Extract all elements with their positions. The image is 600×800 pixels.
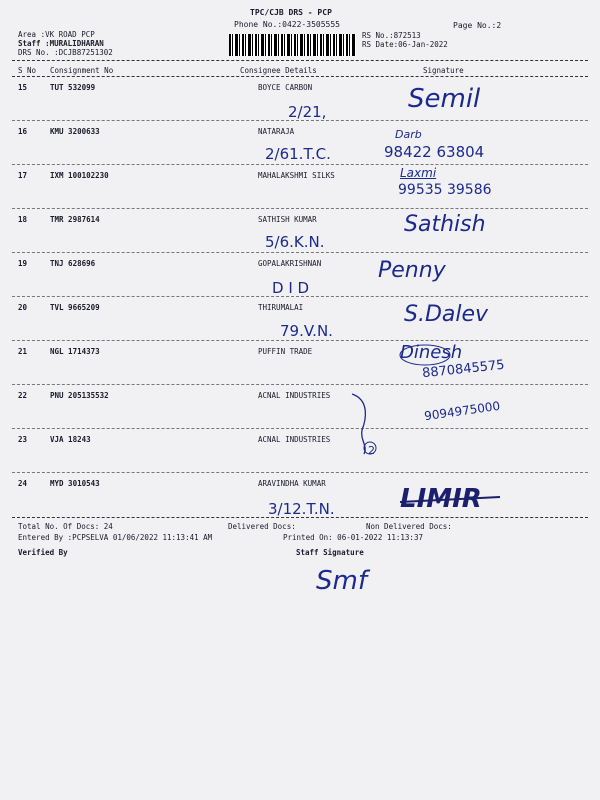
- row-divider: [12, 120, 588, 121]
- row-divider: [12, 428, 588, 429]
- row-sno: 19: [18, 259, 28, 268]
- row-consignee: ARAVINDHA KUMAR: [258, 479, 326, 488]
- handwritten-name: Darb: [395, 128, 422, 141]
- handwritten-address: 3/12.T.N.: [268, 500, 335, 518]
- handwritten-count: 2: [368, 444, 375, 457]
- row-consignment: NGL 1714373: [50, 347, 100, 356]
- area-label: Area :VK ROAD PCP: [18, 30, 95, 39]
- total-docs: Total No. Of Docs: 24: [18, 522, 113, 531]
- handwritten-signature: Dinesh: [400, 342, 463, 363]
- handwritten-phone: 9094975000: [423, 398, 501, 424]
- row-consignment: TNJ 628696: [50, 259, 96, 268]
- row-consignment: IXM 100102230: [50, 171, 109, 180]
- non-delivered-docs: Non Delivered Docs:: [366, 522, 452, 531]
- row-consignment: TMR 2987614: [50, 215, 100, 224]
- row-sno: 24: [18, 479, 28, 488]
- row-divider: [12, 384, 588, 385]
- handwritten-signature: S.Dalev: [404, 302, 489, 327]
- report-title: TPC/CJB DRS - PCP: [250, 8, 332, 17]
- row-consignment: PNU 205135532: [50, 391, 109, 400]
- row-sno: 18: [18, 215, 28, 224]
- row-consignee: ACNAL INDUSTRIES: [258, 435, 331, 444]
- row-consignee: SATHISH KUMAR: [258, 215, 317, 224]
- handwritten-phone: 98422 63804: [384, 143, 485, 161]
- row-divider: [12, 252, 588, 253]
- col-sno: S No: [18, 66, 37, 75]
- verified-by: Verified By: [18, 548, 68, 557]
- barcode: [229, 34, 356, 56]
- page-number: Page No.:2: [453, 21, 502, 30]
- handwritten-name: Laxmi: [400, 166, 437, 180]
- row-consignment: KMU 3200633: [50, 127, 100, 136]
- row-divider: [12, 340, 588, 341]
- row-consignment: MYD 3010543: [50, 479, 100, 488]
- staff-signature-label: Staff Signature: [296, 548, 364, 557]
- col-consignee: Consignee Details: [240, 66, 317, 75]
- handwritten-signature: Sathish: [404, 212, 486, 237]
- row-sno: 20: [18, 303, 28, 312]
- row-consignee: GOPALAKRISHNAN: [258, 259, 322, 268]
- entered-by: Entered By :PCPSELVA 01/06/2022 11:13:41 AM: [18, 533, 213, 542]
- handwritten-address: 5/6.K.N.: [265, 233, 325, 251]
- header-divider: [12, 60, 588, 61]
- row-sno: 16: [18, 127, 28, 136]
- row-sno: 21: [18, 347, 28, 356]
- phone-number: Phone No.:0422-3505555: [234, 20, 340, 29]
- row-consignment: VJA 18243: [50, 435, 91, 444]
- handwritten-signature: Semil: [408, 84, 481, 114]
- row-consignment: TUT 532099: [50, 83, 96, 92]
- rs-number: RS No.:872513: [362, 31, 421, 40]
- row-consignee: BOYCE CARBON: [258, 83, 313, 92]
- row-divider: [12, 472, 588, 473]
- row-sno: 23: [18, 435, 28, 444]
- rs-date: RS Date:06-Jan-2022: [362, 40, 448, 49]
- delivered-docs: Delivered Docs:: [228, 522, 296, 531]
- row-sno: 15: [18, 83, 28, 92]
- handwritten-address: 2/61.T.C.: [265, 145, 331, 163]
- staff-label: Staff :MURALIDHARAN: [18, 39, 104, 48]
- staff-signature: Smf: [316, 566, 367, 596]
- row-sno: 22: [18, 391, 28, 400]
- footer-divider: [12, 517, 588, 518]
- handwritten-phone: 8870845575: [421, 357, 506, 382]
- row-consignee: NATARAJA: [258, 127, 295, 136]
- row-consignee: ACNAL INDUSTRIES: [258, 391, 331, 400]
- handwritten-signature: LIMIR: [400, 484, 482, 514]
- column-divider: [12, 76, 588, 77]
- row-sno: 17: [18, 171, 28, 180]
- drs-number: DRS No. :DCJB87251302: [18, 48, 113, 57]
- row-divider: [12, 164, 588, 165]
- handwritten-address: 79.V.N.: [280, 322, 333, 340]
- printed-on: Printed On: 06-01-2022 11:13:37: [283, 533, 423, 542]
- handwritten-signature: Penny: [378, 258, 446, 283]
- handwritten-address: 2/21,: [288, 103, 327, 121]
- col-signature: Signature: [423, 66, 464, 75]
- row-consignee: MAHALAKSHMI SILKS: [258, 171, 335, 180]
- row-consignee: PUFFIN TRADE: [258, 347, 313, 356]
- handwritten-address: D I D: [272, 279, 310, 297]
- col-consignment: Consignment No: [50, 66, 114, 75]
- row-consignee: THIRUMALAI: [258, 303, 304, 312]
- row-consignment: TVL 9665209: [50, 303, 100, 312]
- row-divider: [12, 208, 588, 209]
- row-divider: [12, 296, 588, 297]
- handwritten-phone: 99535 39586: [398, 182, 492, 198]
